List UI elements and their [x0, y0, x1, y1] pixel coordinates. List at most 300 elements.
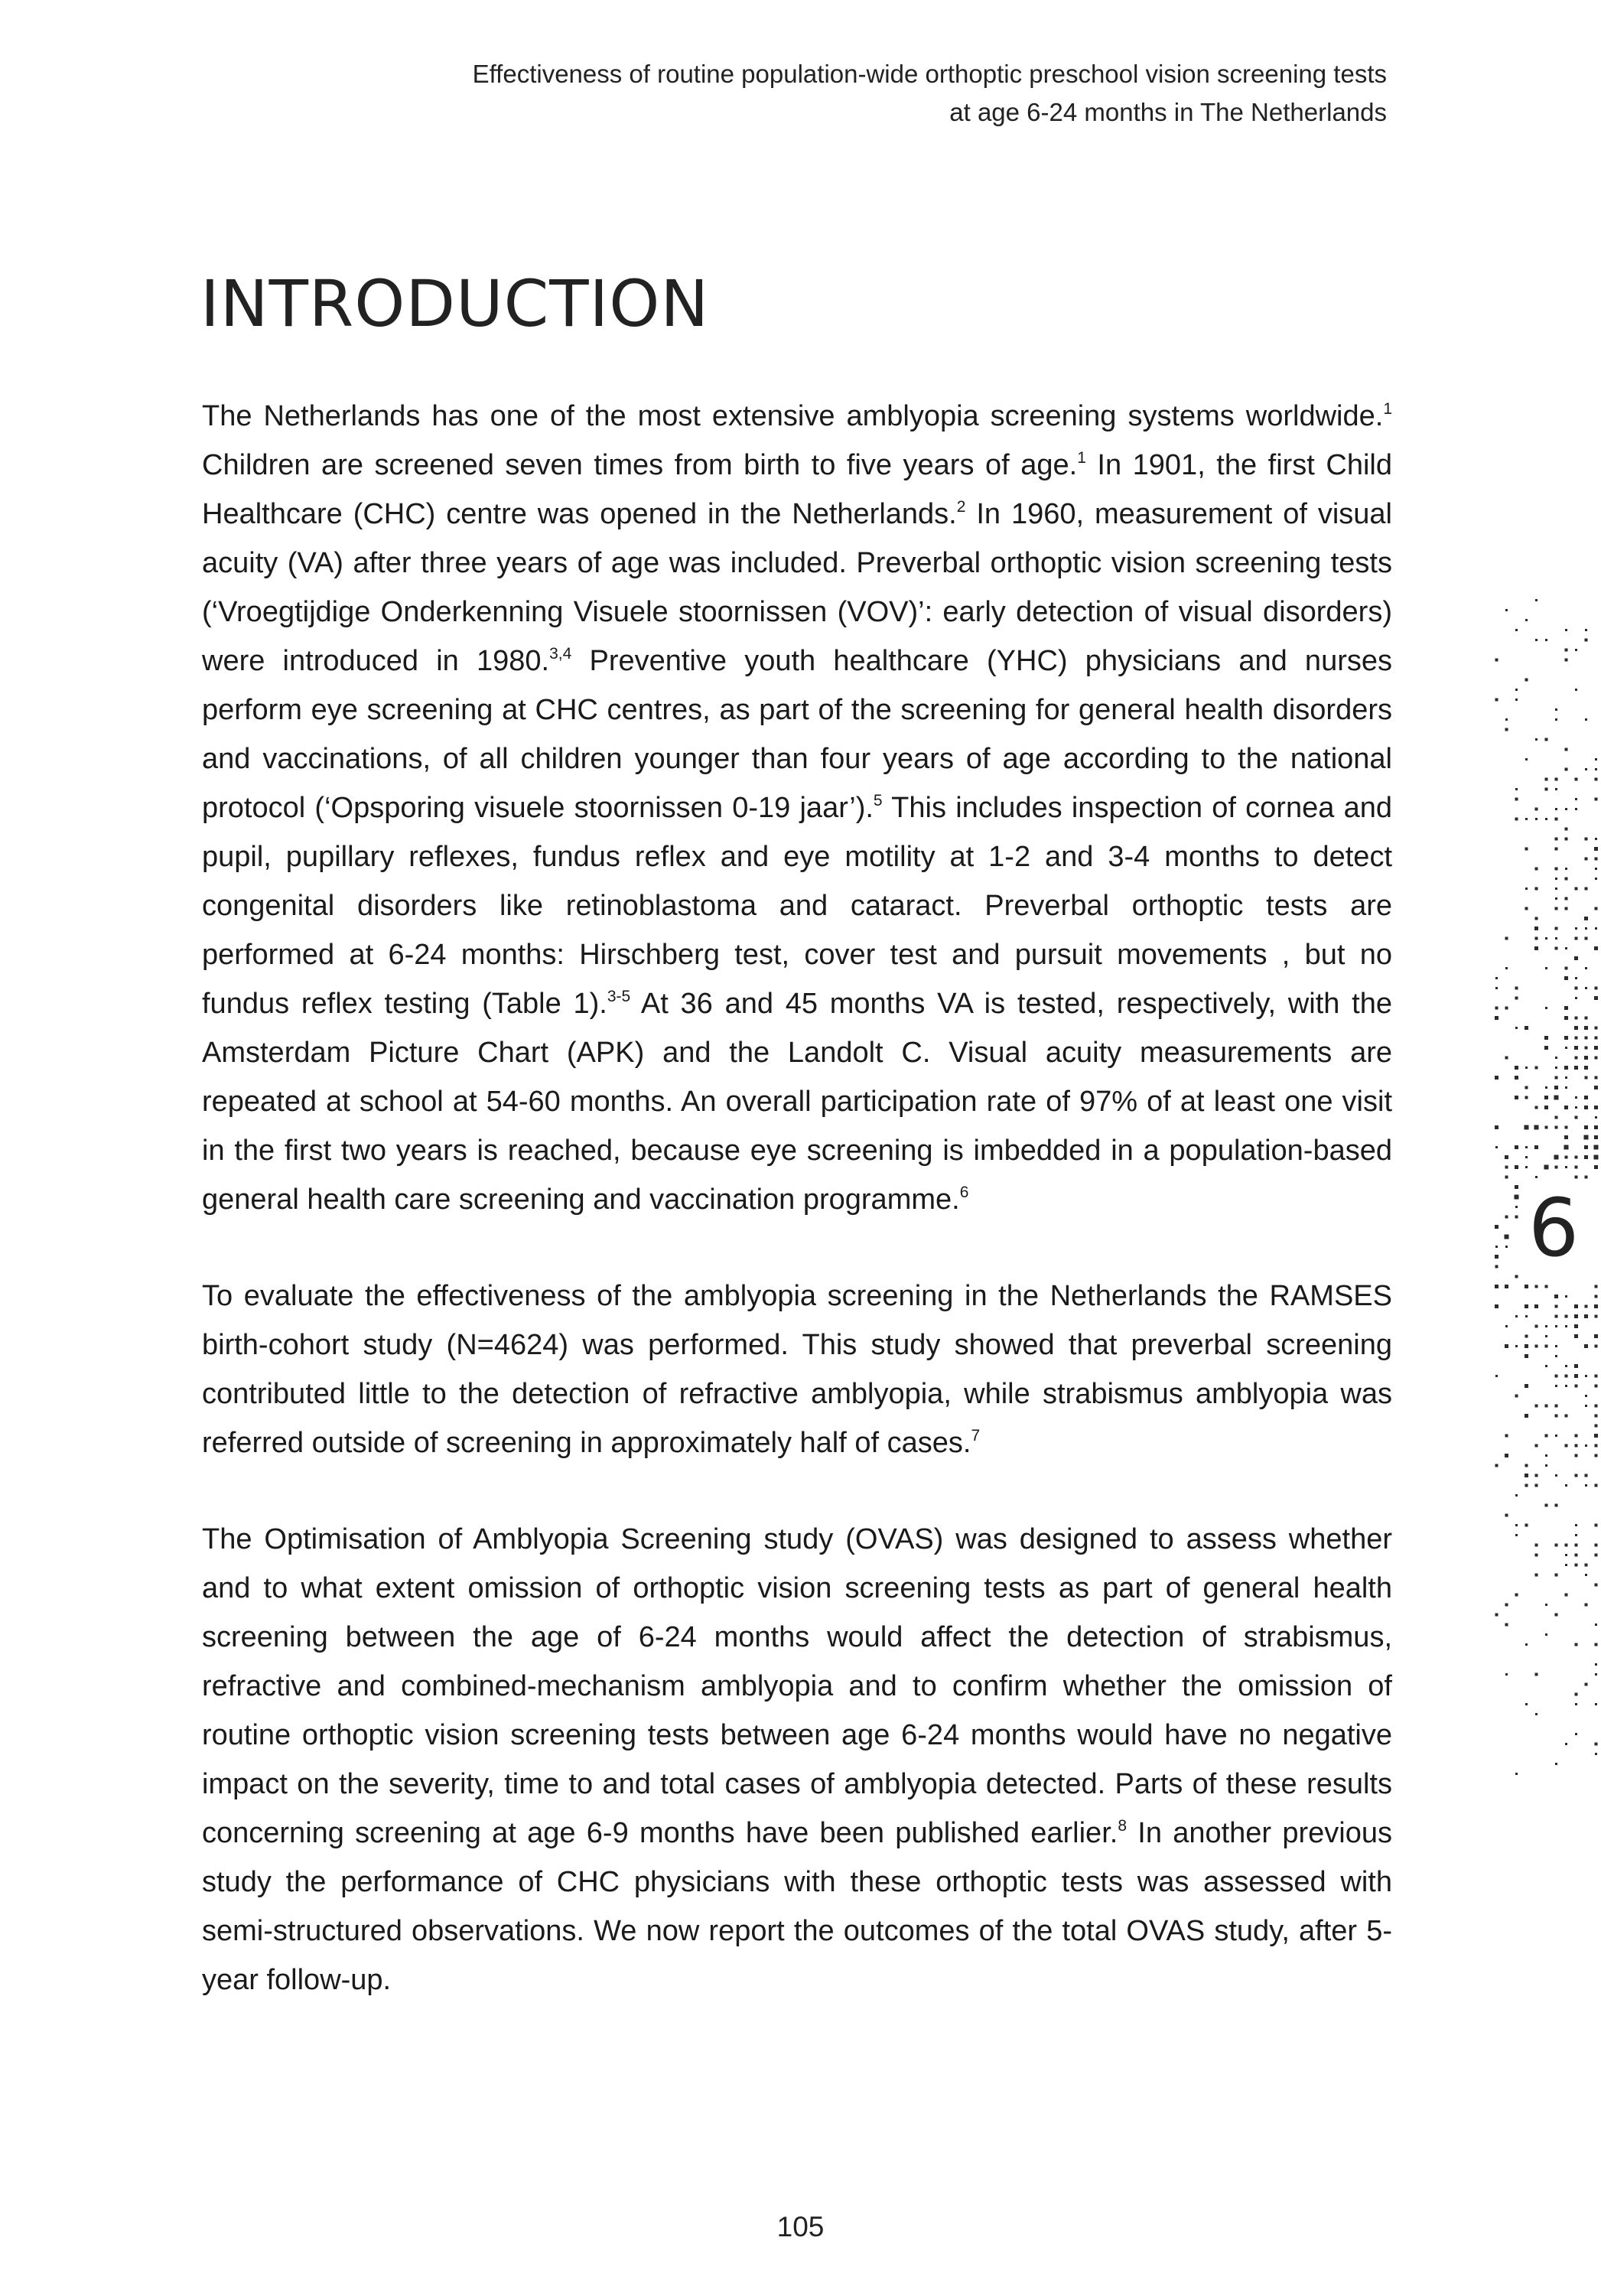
pattern-dot: [1555, 1474, 1557, 1477]
pattern-dot: [1585, 1076, 1588, 1080]
pattern-dot: [1554, 1086, 1558, 1089]
pattern-dot: [1594, 1304, 1598, 1308]
pattern-dot: [1555, 1375, 1558, 1378]
pattern-dot: [1585, 1604, 1588, 1607]
paragraph-text-run: This includes inspection of cornea and pupil, pupillary reflexes, fundus reflex and eye motility at 1-2 and 3-4 months to detect congenital disorders like retinoblastoma and cataract. Preverbal orthoptic tests are performed at 6-24 months: Hirschberg test, cover test and pursuit movements , but no fundus reflex testing (Table 1).: [202, 792, 1392, 1020]
pattern-dot: [1574, 1066, 1578, 1070]
pattern-dot: [1555, 1415, 1558, 1418]
pattern-dot: [1585, 718, 1587, 721]
pattern-dot: [1525, 1146, 1528, 1148]
footnote-reference: 3,4: [549, 645, 572, 663]
pattern-dot: [1585, 629, 1587, 631]
pattern-dot: [1574, 1374, 1578, 1378]
pattern-dot: [1535, 1474, 1538, 1477]
pattern-dot: [1555, 1405, 1558, 1408]
pattern-dot: [1555, 1574, 1558, 1577]
pattern-dot: [1555, 947, 1558, 950]
pattern-dot: [1544, 1096, 1548, 1099]
pattern-dot: [1515, 1275, 1518, 1278]
pattern-dot: [1595, 907, 1598, 910]
pattern-dot: [1555, 1345, 1557, 1347]
pattern-dot: [1525, 1096, 1528, 1099]
pattern-dot: [1584, 1066, 1588, 1070]
pattern-dot: [1525, 1086, 1528, 1089]
pattern-dot: [1505, 1007, 1508, 1010]
pattern-dot: [1594, 996, 1598, 1000]
pattern-dot: [1515, 1027, 1518, 1029]
pattern-dot: [1575, 1554, 1578, 1557]
pattern-dot: [1594, 1155, 1599, 1160]
pattern-dot: [1544, 1046, 1548, 1050]
pattern-dot: [1595, 1584, 1598, 1587]
pattern-dot: [1565, 878, 1568, 881]
pattern-dot: [1505, 1454, 1508, 1457]
pattern-dot: [1595, 838, 1597, 840]
paragraph-text-run: At 36 and 45 months VA is tested, respectively, with the Amsterdam Picture Chart (APK) and the Landolt C. Visual acuity measurements are repeated at school at 54-60 months. An overall participation rate of 97% of at least one visit in the first two years is reached, because eye screening is imbedded in a population-based general health care screening and vaccination programme.: [202, 988, 1392, 1216]
pattern-dot: [1555, 1305, 1558, 1308]
pattern-dot: [1575, 1454, 1578, 1457]
pattern-dot: [1585, 1405, 1587, 1407]
footnote-reference: 5: [873, 792, 883, 809]
pattern-dot: [1565, 897, 1568, 900]
pattern-dot: [1525, 1643, 1528, 1646]
pattern-dot: [1525, 1315, 1528, 1317]
paragraph-text-run: Children are screened seven times from birth to five years of age.: [202, 449, 1078, 481]
pattern-dot: [1495, 699, 1498, 702]
pattern-dot: [1555, 848, 1558, 851]
pattern-dot: [1505, 1435, 1508, 1438]
pattern-dot: [1535, 887, 1538, 891]
pattern-dot: [1595, 1375, 1598, 1378]
pattern-dot: [1525, 818, 1528, 820]
pattern-dot: [1545, 1086, 1547, 1089]
pattern-dot: [1515, 1066, 1518, 1070]
pattern-dot: [1565, 629, 1567, 631]
pattern-dot: [1505, 718, 1508, 721]
pattern-dot: [1515, 997, 1518, 1000]
footnote-reference: 7: [971, 1427, 981, 1444]
pattern-dot: [1585, 1564, 1588, 1567]
pattern-dot: [1555, 1166, 1558, 1169]
pattern-dot: [1595, 1643, 1598, 1646]
pattern-dot: [1555, 1385, 1557, 1387]
body-paragraph: [202, 1272, 1392, 1467]
running-header-line-2: at age 6-24 months in The Netherlands: [949, 98, 1387, 126]
pattern-dot: [1595, 1037, 1598, 1040]
pattern-dot: [1555, 927, 1558, 930]
pattern-dot: [1584, 1135, 1589, 1140]
pattern-dot: [1594, 1086, 1598, 1089]
pattern-dot: [1565, 868, 1567, 870]
pattern-dot: [1495, 977, 1498, 979]
pattern-dot: [1495, 1265, 1498, 1268]
pattern-dot: [1574, 1026, 1578, 1030]
pattern-dot: [1535, 1345, 1538, 1348]
pattern-dot: [1565, 1325, 1567, 1327]
pattern-dot: [1545, 1365, 1547, 1367]
pattern-dot: [1545, 1464, 1547, 1467]
pattern-dot: [1585, 768, 1587, 770]
pattern-dot: [1575, 1156, 1578, 1159]
pattern-dot: [1595, 1623, 1597, 1626]
footnote-reference: 1: [1383, 400, 1392, 418]
pattern-dot: [1554, 1155, 1559, 1160]
pattern-dot: [1505, 1344, 1508, 1348]
pattern-dot: [1565, 808, 1567, 810]
pattern-dot: [1555, 1126, 1558, 1129]
pattern-dot: [1525, 1166, 1528, 1168]
body-paragraph: [202, 1515, 1392, 2005]
pattern-dot: [1575, 1017, 1578, 1020]
pattern-dot: [1565, 1444, 1568, 1448]
pattern-dot: [1555, 1116, 1558, 1119]
pattern-dot: [1495, 659, 1498, 662]
pattern-dot: [1575, 977, 1577, 979]
footnote-reference: 1: [1077, 449, 1086, 467]
pattern-dot: [1535, 1544, 1538, 1547]
pattern-dot: [1535, 868, 1538, 871]
pattern-dot: [1595, 798, 1598, 801]
pattern-dot: [1505, 609, 1508, 611]
pattern-dot: [1585, 1037, 1588, 1040]
pattern-dot: [1495, 1614, 1498, 1617]
pattern-dot: [1594, 1434, 1598, 1438]
pattern-dot: [1534, 927, 1538, 930]
pattern-dot: [1495, 1125, 1498, 1129]
pattern-dot: [1505, 1604, 1508, 1607]
pattern-dot: [1565, 1126, 1568, 1129]
pattern-dot: [1555, 838, 1558, 841]
pattern-dot: [1575, 887, 1578, 891]
pattern-dot: [1574, 956, 1578, 960]
pattern-dot: [1495, 1375, 1498, 1377]
pattern-dot: [1535, 1444, 1538, 1448]
pattern-dot: [1584, 917, 1588, 920]
pattern-dot: [1585, 1176, 1588, 1179]
pattern-dot: [1515, 987, 1518, 990]
pattern-dot: [1525, 907, 1528, 910]
pattern-dot: [1595, 758, 1597, 760]
pattern-dot: [1515, 788, 1518, 790]
pattern-dot: [1535, 738, 1538, 741]
pattern-dot: [1495, 1255, 1498, 1259]
pattern-dot: [1565, 649, 1568, 652]
pattern-dot: [1555, 1355, 1557, 1357]
pattern-dot: [1545, 1285, 1548, 1288]
pattern-dot: [1535, 1574, 1538, 1577]
pattern-dot: [1515, 1076, 1518, 1080]
body-paragraph: [202, 392, 1392, 1224]
pattern-dot: [1565, 748, 1568, 751]
pattern-dot: [1565, 1076, 1567, 1079]
pattern-dot: [1585, 927, 1587, 930]
pattern-dot: [1534, 1304, 1538, 1308]
pattern-dot: [1495, 1464, 1498, 1467]
pattern-dot: [1515, 1096, 1518, 1099]
pattern-dot: [1525, 1703, 1528, 1705]
pattern-dot: [1565, 838, 1568, 841]
pattern-dot: [1525, 1156, 1528, 1158]
pattern-dot: [1555, 1076, 1558, 1080]
pattern-dot: [1565, 1365, 1567, 1367]
pattern-dot: [1555, 868, 1558, 871]
pattern-dot: [1595, 1027, 1598, 1030]
pattern-dot: [1564, 1066, 1568, 1070]
pattern-dot: [1525, 1335, 1528, 1338]
pattern-dot: [1495, 1285, 1498, 1288]
pattern-dot: [1585, 1574, 1587, 1576]
pattern-dot: [1575, 1534, 1577, 1536]
pattern-dot: [1595, 1444, 1598, 1448]
pattern-dot: [1595, 1315, 1598, 1318]
pattern-dot: [1544, 1165, 1549, 1170]
pattern-dot: [1575, 997, 1577, 999]
pattern-dot: [1595, 1663, 1597, 1666]
pattern-dot: [1545, 937, 1547, 940]
pattern-dot: [1525, 1414, 1528, 1418]
pattern-dot: [1545, 1435, 1548, 1438]
pattern-dot: [1575, 649, 1577, 651]
pattern-dot: [1525, 1285, 1528, 1288]
pattern-dot: [1535, 937, 1538, 940]
pattern-dot: [1515, 1165, 1518, 1169]
pattern-dot: [1505, 1325, 1508, 1327]
pattern-dot: [1575, 1106, 1577, 1109]
pattern-dot: [1555, 1614, 1558, 1617]
pattern-dot: [1595, 1385, 1598, 1388]
pattern-dot: [1545, 1126, 1548, 1129]
pattern-dot: [1545, 1633, 1547, 1636]
pattern-dot: [1505, 967, 1508, 969]
pattern-dot: [1545, 788, 1548, 791]
pattern-dot: [1535, 1106, 1538, 1109]
pattern-dot: [1555, 1325, 1557, 1327]
pattern-dot: [1584, 1026, 1588, 1030]
pattern-dot: [1535, 1067, 1538, 1070]
pattern-dot: [1555, 818, 1558, 821]
pattern-dot: [1525, 1304, 1528, 1308]
pattern-dot: [1594, 946, 1598, 950]
pattern-dot: [1584, 1145, 1588, 1149]
pattern-dot: [1535, 1325, 1538, 1328]
pattern-dot: [1515, 818, 1518, 821]
pattern-dot: [1544, 1106, 1548, 1109]
pattern-dot: [1515, 629, 1518, 631]
pattern-dot: [1595, 1554, 1598, 1557]
pattern-dot: [1564, 1135, 1568, 1139]
pattern-dot: [1584, 1125, 1588, 1129]
pattern-dot: [1515, 798, 1518, 801]
pattern-dot: [1595, 1425, 1598, 1428]
pattern-dot: [1555, 937, 1557, 940]
pattern-dot: [1495, 1146, 1498, 1148]
pattern-dot: [1545, 738, 1548, 741]
pattern-dot: [1555, 907, 1558, 910]
pattern-dot: [1535, 1673, 1538, 1676]
pattern-dot: [1595, 868, 1597, 870]
pattern-dot: [1564, 1016, 1568, 1020]
pattern-dot: [1595, 1484, 1598, 1487]
pattern-dot: [1525, 1464, 1528, 1467]
pattern-dot: [1495, 987, 1498, 989]
pattern-dot: [1515, 1534, 1518, 1536]
pattern-dot: [1545, 778, 1548, 781]
pattern-dot: [1535, 639, 1538, 641]
pattern-dot: [1595, 1544, 1598, 1547]
pattern-dot: [1565, 907, 1568, 910]
pattern-dot: [1515, 1494, 1518, 1496]
pattern-dot: [1595, 778, 1598, 781]
pattern-dot: [1595, 1454, 1598, 1457]
paragraph-text-run: To evaluate the effectiveness of the amblyopia screening in the Netherlands the RAMSES birth-cohort study (N=4624) was performed. This study showed that preverbal screening contributed little to the detection of refractive amblyopia, while strabismus amblyopia was referred outside of screening in approximately half of cases.: [202, 1280, 1392, 1459]
pattern-dot: [1525, 1524, 1528, 1527]
pattern-dot: [1585, 1474, 1588, 1477]
paragraph-text-run: In 1901, the first Child Healthcare (CHC) centre was opened in the Netherlands.: [202, 449, 1392, 530]
pattern-dot: [1555, 1544, 1558, 1547]
pattern-dot: [1565, 967, 1568, 970]
pattern-dot: [1515, 1594, 1518, 1597]
pattern-dot: [1535, 1176, 1538, 1178]
pattern-dot: [1574, 1324, 1578, 1328]
pattern-dot: [1545, 818, 1547, 820]
pattern-dot: [1575, 1693, 1578, 1696]
pattern-dot: [1495, 1225, 1498, 1229]
pattern-dot: [1525, 887, 1528, 890]
pattern-dot: [1545, 1007, 1547, 1009]
pattern-dot: [1585, 1375, 1587, 1377]
pattern-dot: [1575, 1435, 1578, 1438]
pattern-dot: [1564, 976, 1568, 980]
pattern-dot: [1565, 1156, 1568, 1159]
pattern-dot: [1535, 818, 1538, 820]
pattern-dot: [1525, 1354, 1528, 1358]
pattern-dot: [1565, 1047, 1567, 1049]
pattern-dot: [1575, 1733, 1577, 1735]
pattern-dot: [1505, 1673, 1508, 1676]
pattern-dot: [1585, 1444, 1587, 1447]
pattern-dot: [1505, 937, 1508, 940]
pattern-dot: [1565, 1564, 1567, 1566]
footnote-reference: 8: [1118, 1817, 1127, 1835]
pattern-dot: [1584, 1096, 1588, 1099]
pattern-dot: [1505, 1285, 1508, 1288]
pattern-dot: [1565, 1415, 1568, 1418]
pattern-dot: [1584, 1314, 1588, 1318]
pattern-dot: [1535, 1484, 1538, 1487]
pattern-dot: [1585, 1305, 1588, 1308]
pattern-dot: [1515, 1395, 1518, 1398]
paragraph-text-run: The Netherlands has one of the most extensive amblyopia screening systems worldwide.: [202, 400, 1384, 432]
pattern-dot: [1535, 1554, 1538, 1557]
pattern-dot: [1535, 1405, 1538, 1408]
pattern-dot: [1575, 987, 1578, 990]
pattern-dot: [1555, 778, 1558, 781]
pattern-dot: [1575, 1544, 1578, 1547]
pattern-dot: [1515, 689, 1518, 691]
pattern-dot: [1594, 847, 1598, 851]
pattern-dot: [1595, 1116, 1597, 1119]
pattern-dot: [1555, 1057, 1557, 1059]
pattern-dot: [1555, 878, 1557, 880]
pattern-dot: [1574, 1364, 1578, 1368]
pattern-dot: [1505, 1235, 1509, 1239]
footnote-reference: 3-5: [607, 988, 631, 1005]
pattern-dot: [1565, 1385, 1567, 1387]
pattern-dot: [1505, 1057, 1508, 1060]
pattern-dot: [1565, 659, 1568, 662]
pattern-dot: [1595, 927, 1597, 930]
running-header-line-1: Effectiveness of routine population-wide orthoptic preschool vision screening tests: [472, 60, 1387, 88]
pattern-dot: [1575, 778, 1578, 781]
pattern-dot: [1575, 1703, 1577, 1705]
pattern-dot: [1554, 1295, 1558, 1298]
pattern-dot: [1565, 1554, 1567, 1556]
pattern-dot: [1555, 788, 1557, 790]
pattern-dot: [1515, 1206, 1518, 1208]
pattern-dot: [1545, 1604, 1547, 1606]
pattern-dot: [1555, 1435, 1557, 1437]
pattern-dot: [1585, 987, 1587, 989]
page-number: 105: [776, 2211, 825, 2242]
pattern-dot: [1555, 1763, 1557, 1765]
pattern-dot: [1495, 1304, 1498, 1308]
pattern-dot: [1525, 1026, 1528, 1030]
pattern-dot: [1545, 1454, 1547, 1457]
pattern-dot: [1575, 1564, 1578, 1567]
pattern-dot: [1575, 689, 1577, 691]
paragraph-text-run: In 1960, measurement of visual acuity (VA) after three years of age was included. Preverbal orthoptic vision screening tests (‘Vroegtijdige Onderkenning Visuele stoornissen (VOV)’: early detection of visual disorders) were introduced in 1980.: [202, 498, 1392, 677]
pattern-dot: [1515, 1773, 1518, 1775]
pattern-dot: [1574, 1314, 1578, 1318]
pattern-dot: [1525, 1125, 1529, 1130]
pattern-dot: [1575, 798, 1577, 800]
pattern-dot: [1515, 1345, 1518, 1347]
pattern-dot: [1525, 1474, 1528, 1477]
pattern-dot: [1565, 1544, 1568, 1547]
pattern-dot: [1535, 1713, 1538, 1715]
pattern-dot: [1565, 768, 1568, 771]
pattern-dot: [1545, 1504, 1548, 1507]
pattern-dot: [1534, 1125, 1539, 1130]
pattern-dot: [1505, 1246, 1508, 1248]
pattern-dot: [1595, 1295, 1598, 1298]
pattern-dot: [1535, 599, 1538, 601]
paragraph-text-run: Preventive youth healthcare (YHC) physicians and nurses perform eye screening at CHC centres, as part of the screening for general health disorders and vaccinations, of all children younger than four years of age according to the national protocol (‘Opsporing visuele stoornissen 0-19 jaar’).: [202, 645, 1392, 824]
pattern-dot: [1584, 1155, 1588, 1159]
pattern-dot: [1495, 1246, 1498, 1248]
pattern-dot: [1545, 639, 1547, 641]
pattern-dot: [1585, 967, 1587, 969]
pattern-dot: [1575, 937, 1578, 940]
pattern-dot: [1545, 1405, 1548, 1408]
pattern-dot: [1575, 1385, 1578, 1388]
pattern-dot: [1515, 699, 1518, 701]
pattern-dot: [1585, 1683, 1588, 1686]
pattern-dot: [1565, 1295, 1567, 1298]
pattern-dot: [1575, 1474, 1578, 1477]
pattern-dot: [1534, 1145, 1538, 1149]
pattern-dot: [1505, 728, 1508, 731]
pattern-dot: [1595, 1415, 1598, 1418]
pattern-dot: [1585, 858, 1588, 861]
pattern-dot: [1594, 1334, 1598, 1338]
pattern-dot: [1565, 947, 1567, 949]
pattern-dot: [1545, 1345, 1548, 1348]
pattern-dot: [1595, 1057, 1598, 1060]
pattern-dot: [1564, 1145, 1569, 1150]
footnote-reference: 6: [959, 1184, 969, 1201]
pattern-dot: [1585, 1395, 1587, 1397]
